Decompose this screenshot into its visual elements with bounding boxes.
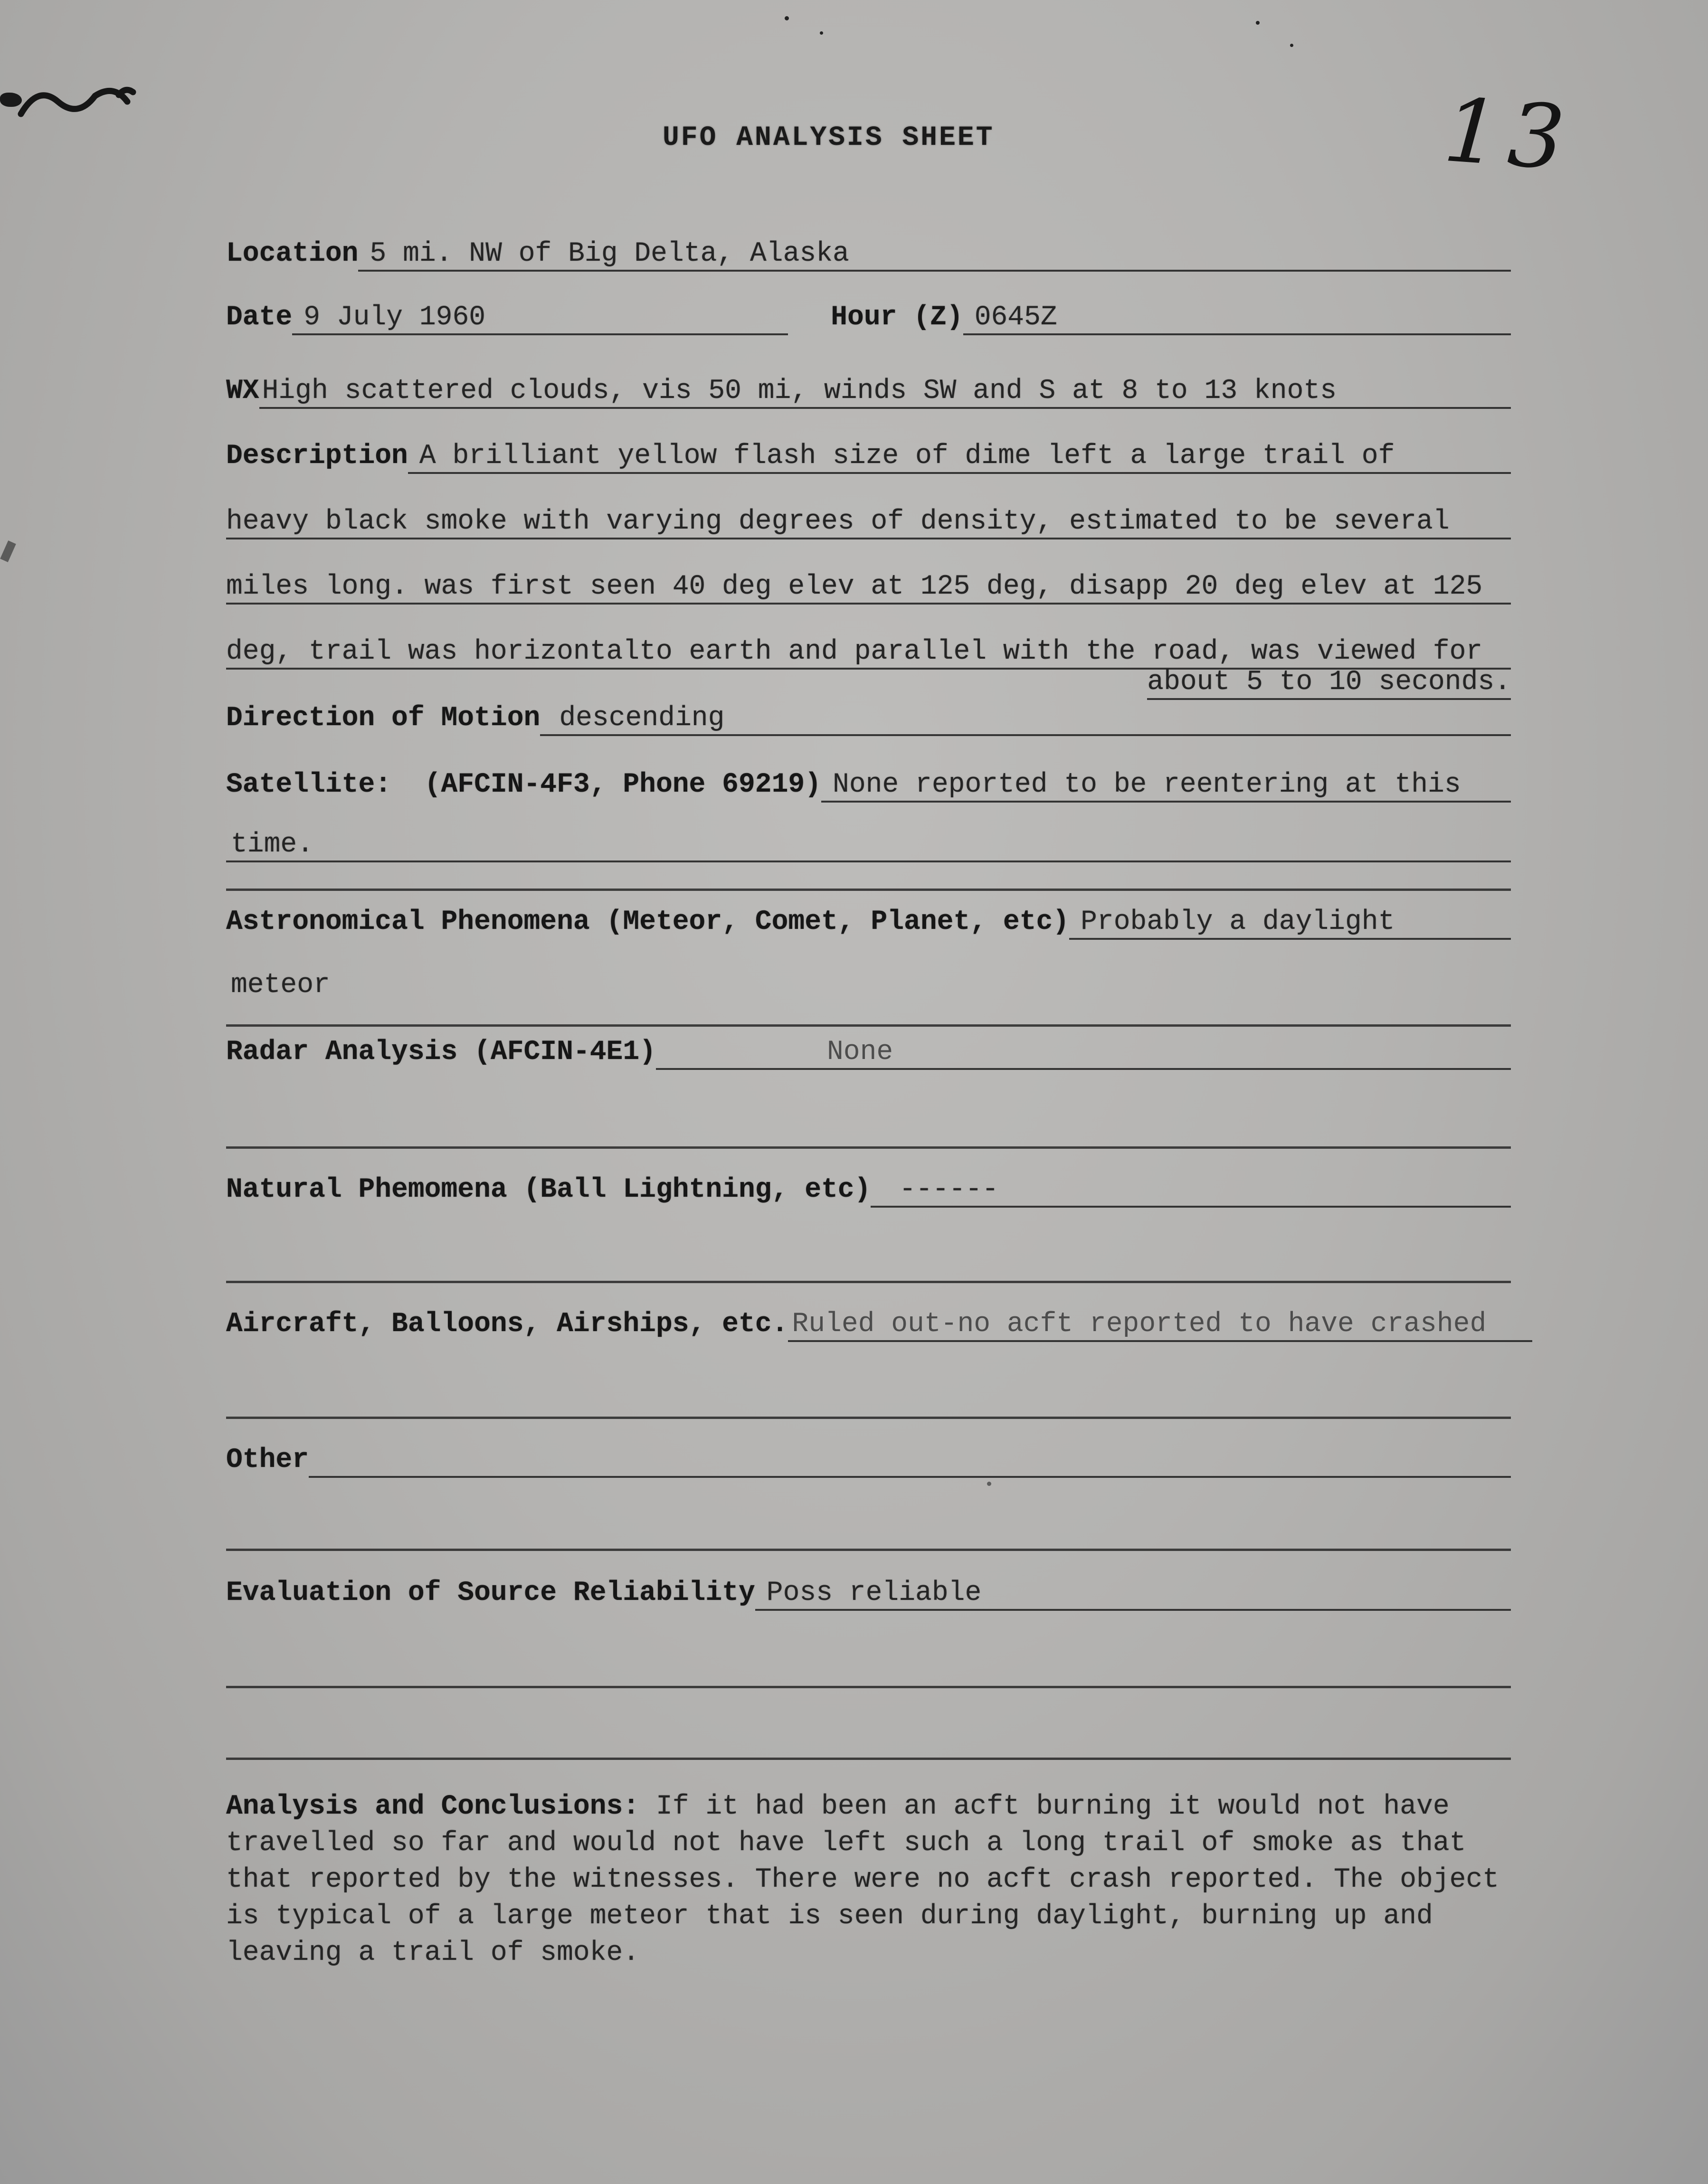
description-value-line2: heavy black smoke with varying degrees of density, estimated to be several <box>226 506 1511 539</box>
aircraft-value: Ruled out-no acft reported to have crashed <box>788 1309 1532 1342</box>
scan-edge-mark <box>0 540 16 562</box>
analysis-conclusions-paragraph <box>226 1788 1504 1971</box>
section-divider-line <box>226 889 1511 891</box>
field-row-description <box>226 439 1511 474</box>
evaluation-value: Poss reliable <box>755 1578 1511 1611</box>
blank-fill-line <box>226 1686 1511 1688</box>
blank-fill-line <box>226 1146 1511 1149</box>
location-value: 5 mi. NW of Big Delta, Alaska <box>358 238 1511 272</box>
satellite-value: None reported to be reentering at this <box>821 769 1511 803</box>
date-label: Date <box>226 302 293 333</box>
location-label: Location <box>226 238 359 269</box>
section-divider-line <box>226 1024 1511 1027</box>
field-row-natural <box>226 1172 1511 1208</box>
other-label: Other <box>226 1445 309 1475</box>
aircraft-label: Aircraft, Balloons, Airships, etc. <box>226 1309 788 1340</box>
field-row-location <box>226 236 1511 272</box>
scan-speck <box>820 31 823 35</box>
field-row-date-hour <box>226 300 1511 335</box>
blank-fill-line <box>226 1758 1511 1760</box>
field-row-evaluation <box>226 1576 1511 1611</box>
description-label: Description <box>226 441 408 472</box>
field-row-radar <box>226 1035 1511 1070</box>
natural-value: ------ <box>871 1174 1511 1208</box>
scan-speck <box>1256 21 1260 25</box>
date-value: 9 July 1960 <box>292 302 788 335</box>
natural-label: Natural Phemomena (Ball Lightning, etc) <box>226 1174 871 1205</box>
astronomical-label: Astronomical Phenomena (Meteor, Comet, Planet, etc) <box>226 907 1070 937</box>
radar-value: None <box>656 1037 1511 1070</box>
satellite-label: Satellite: (AFCIN-4F3, Phone 69219) <box>226 769 822 800</box>
astronomical-value-cont: meteor <box>231 970 330 1001</box>
direction-value: descending <box>540 703 1511 736</box>
astronomical-value: Probably a daylight <box>1069 907 1511 940</box>
wx-label: WX <box>226 376 259 407</box>
scan-speck <box>1290 44 1293 47</box>
pen-scribble-mark <box>14 66 157 142</box>
satellite-value-cont: time. <box>226 829 1511 862</box>
scan-speck <box>785 16 789 20</box>
blank-fill-line <box>226 1281 1511 1283</box>
hour-value: 0645Z <box>963 302 1511 335</box>
document-title: UFO ANALYSIS SHEET <box>663 123 995 153</box>
scan-edge-blot <box>0 93 22 107</box>
description-continuation <box>226 665 1511 700</box>
scan-speck <box>987 1482 991 1486</box>
description-continuation <box>226 569 1511 605</box>
evaluation-label: Evaluation of Source Reliability <box>226 1578 755 1608</box>
description-value-line5: about 5 to 10 seconds. <box>1147 667 1511 700</box>
radar-label: Radar Analysis (AFCIN-4E1) <box>226 1037 656 1068</box>
field-row-satellite <box>226 767 1511 803</box>
wx-value: High scattered clouds, vis 50 mi, winds SW and S at 8 to 13 knots <box>259 376 1511 409</box>
field-row-wx <box>226 374 1511 409</box>
blank-fill-line <box>226 1417 1511 1419</box>
blank-fill-line <box>226 1549 1511 1551</box>
handwritten-page-number: 13 <box>1440 78 1576 190</box>
field-row-aircraft <box>226 1307 1532 1342</box>
other-value <box>309 1475 1511 1478</box>
field-row-direction <box>226 701 1511 736</box>
description-value-line3: miles long. was first seen 40 deg elev at 125 deg, disapp 20 deg elev at 125 <box>226 571 1511 605</box>
satellite-continuation <box>226 827 1511 862</box>
analysis-label: Analysis and Conclusions: <box>226 1791 640 1822</box>
description-value-line1: A brilliant yellow flash size of dime left a large trail of <box>408 441 1511 474</box>
astronomical-continuation <box>226 966 1511 1001</box>
hour-label: Hour (Z) <box>831 302 963 333</box>
field-row-astronomical <box>226 905 1511 940</box>
description-value-line4: deg, trail was horizontalto earth and parallel with the road, was viewed for <box>226 636 1511 670</box>
description-continuation <box>226 504 1511 539</box>
description-continuation <box>226 634 1511 670</box>
direction-label: Direction of Motion <box>226 703 541 734</box>
field-row-other <box>226 1443 1511 1478</box>
analysis-text: If it had been an acft burning it would not have travelled so far and would not have left such a long trail of smoke as that that reported by the witnesses. There were no acft crash reported. The object is typical of a large meteor that is seen during daylight, burning up and leaving a trail of smoke. <box>226 1791 1499 1968</box>
